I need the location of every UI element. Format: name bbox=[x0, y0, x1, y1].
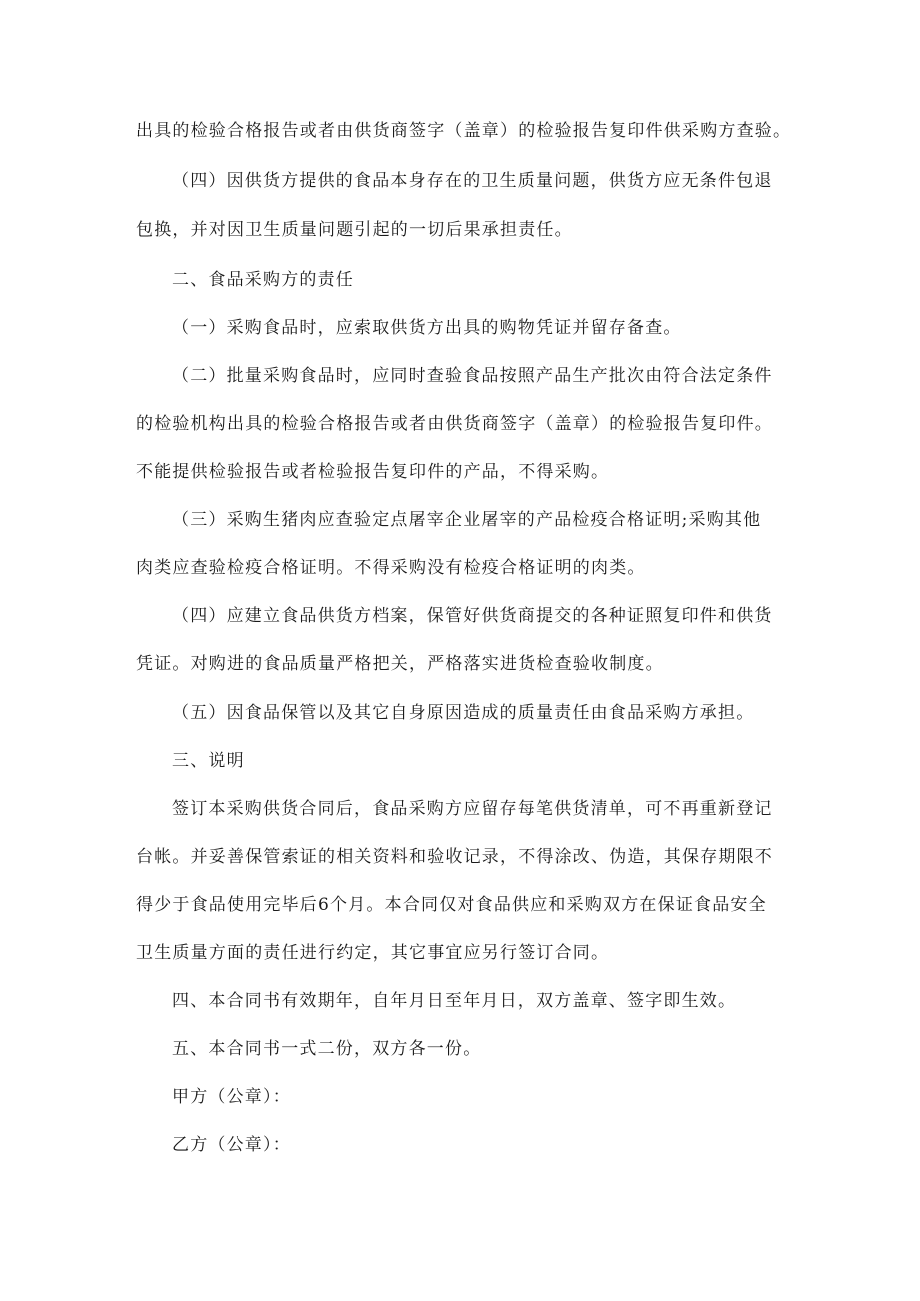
text-line: （二）批量采购食品时，应同时查验食品按照产品生产批次由符合法定条件 bbox=[172, 366, 773, 386]
text-line: （四）因供货方提供的食品本身存在的卫生质量问题，供货方应无条件包退 bbox=[172, 171, 773, 191]
text-line: 凭证。对购进的食品质量严格把关，严格落实进货检查验收制度。 bbox=[136, 654, 664, 674]
section-heading: 三、说明 bbox=[172, 751, 245, 771]
section-heading: 二、食品采购方的责任 bbox=[172, 270, 354, 290]
text-line: 出具的检验合格报告或者由供货商签字（盖章）的检验报告复印件供采购方查验。 bbox=[136, 121, 792, 141]
text-line: （三）采购生猪肉应查验定点屠宰企业屠宰的产品检疫合格证明;采购其他 bbox=[172, 510, 762, 530]
text-line: （五）因食品保管以及其它自身原因造成的质量责任由食品采购方承担。 bbox=[172, 703, 755, 723]
text-line: 卫生质量方面的责任进行约定，其它事宜应另行签订合同。 bbox=[136, 943, 610, 963]
text-line: （一）采购食品时，应索取供货方出具的购物凭证并留存备查。 bbox=[172, 318, 682, 338]
signature-line-party-a: 甲方（公章）： bbox=[172, 1087, 291, 1107]
text-line: 肉类应查验检疫合格证明。不得采购没有检疫合格证明的肉类。 bbox=[136, 558, 646, 578]
text-line: （四）应建立食品供货方档案，保管好供货商提交的各种证照复印件和供货 bbox=[172, 606, 773, 626]
text-line: 得少于食品使用完毕后6个月。本合同仅对食品供应和采购双方在保证食品安全 bbox=[136, 895, 767, 915]
text-line: 台帐。并妥善保管索证的相关资料和验收记录，不得涂改、伪造，其保存期限不 bbox=[136, 847, 773, 867]
text-line: 四、本合同书有效期年，自年月日至年月日，双方盖章、签字即生效。 bbox=[172, 991, 737, 1011]
text-line: 签订本采购供货合同后，食品采购方应留存每笔供货清单，可不再重新登记 bbox=[172, 799, 773, 819]
text-line: 不能提供检验报告或者检验报告复印件的产品，不得采购。 bbox=[136, 462, 610, 482]
text-line: 五、本合同书一式二份，双方各一份。 bbox=[172, 1039, 482, 1059]
text-line: 包换，并对因卫生质量问题引起的一切后果承担责任。 bbox=[136, 220, 573, 240]
signature-line-party-b: 乙方（公章）： bbox=[172, 1135, 291, 1155]
text-line: 的检验机构出具的检验合格报告或者由供货商签字（盖章）的检验报告复印件。 bbox=[136, 414, 773, 434]
